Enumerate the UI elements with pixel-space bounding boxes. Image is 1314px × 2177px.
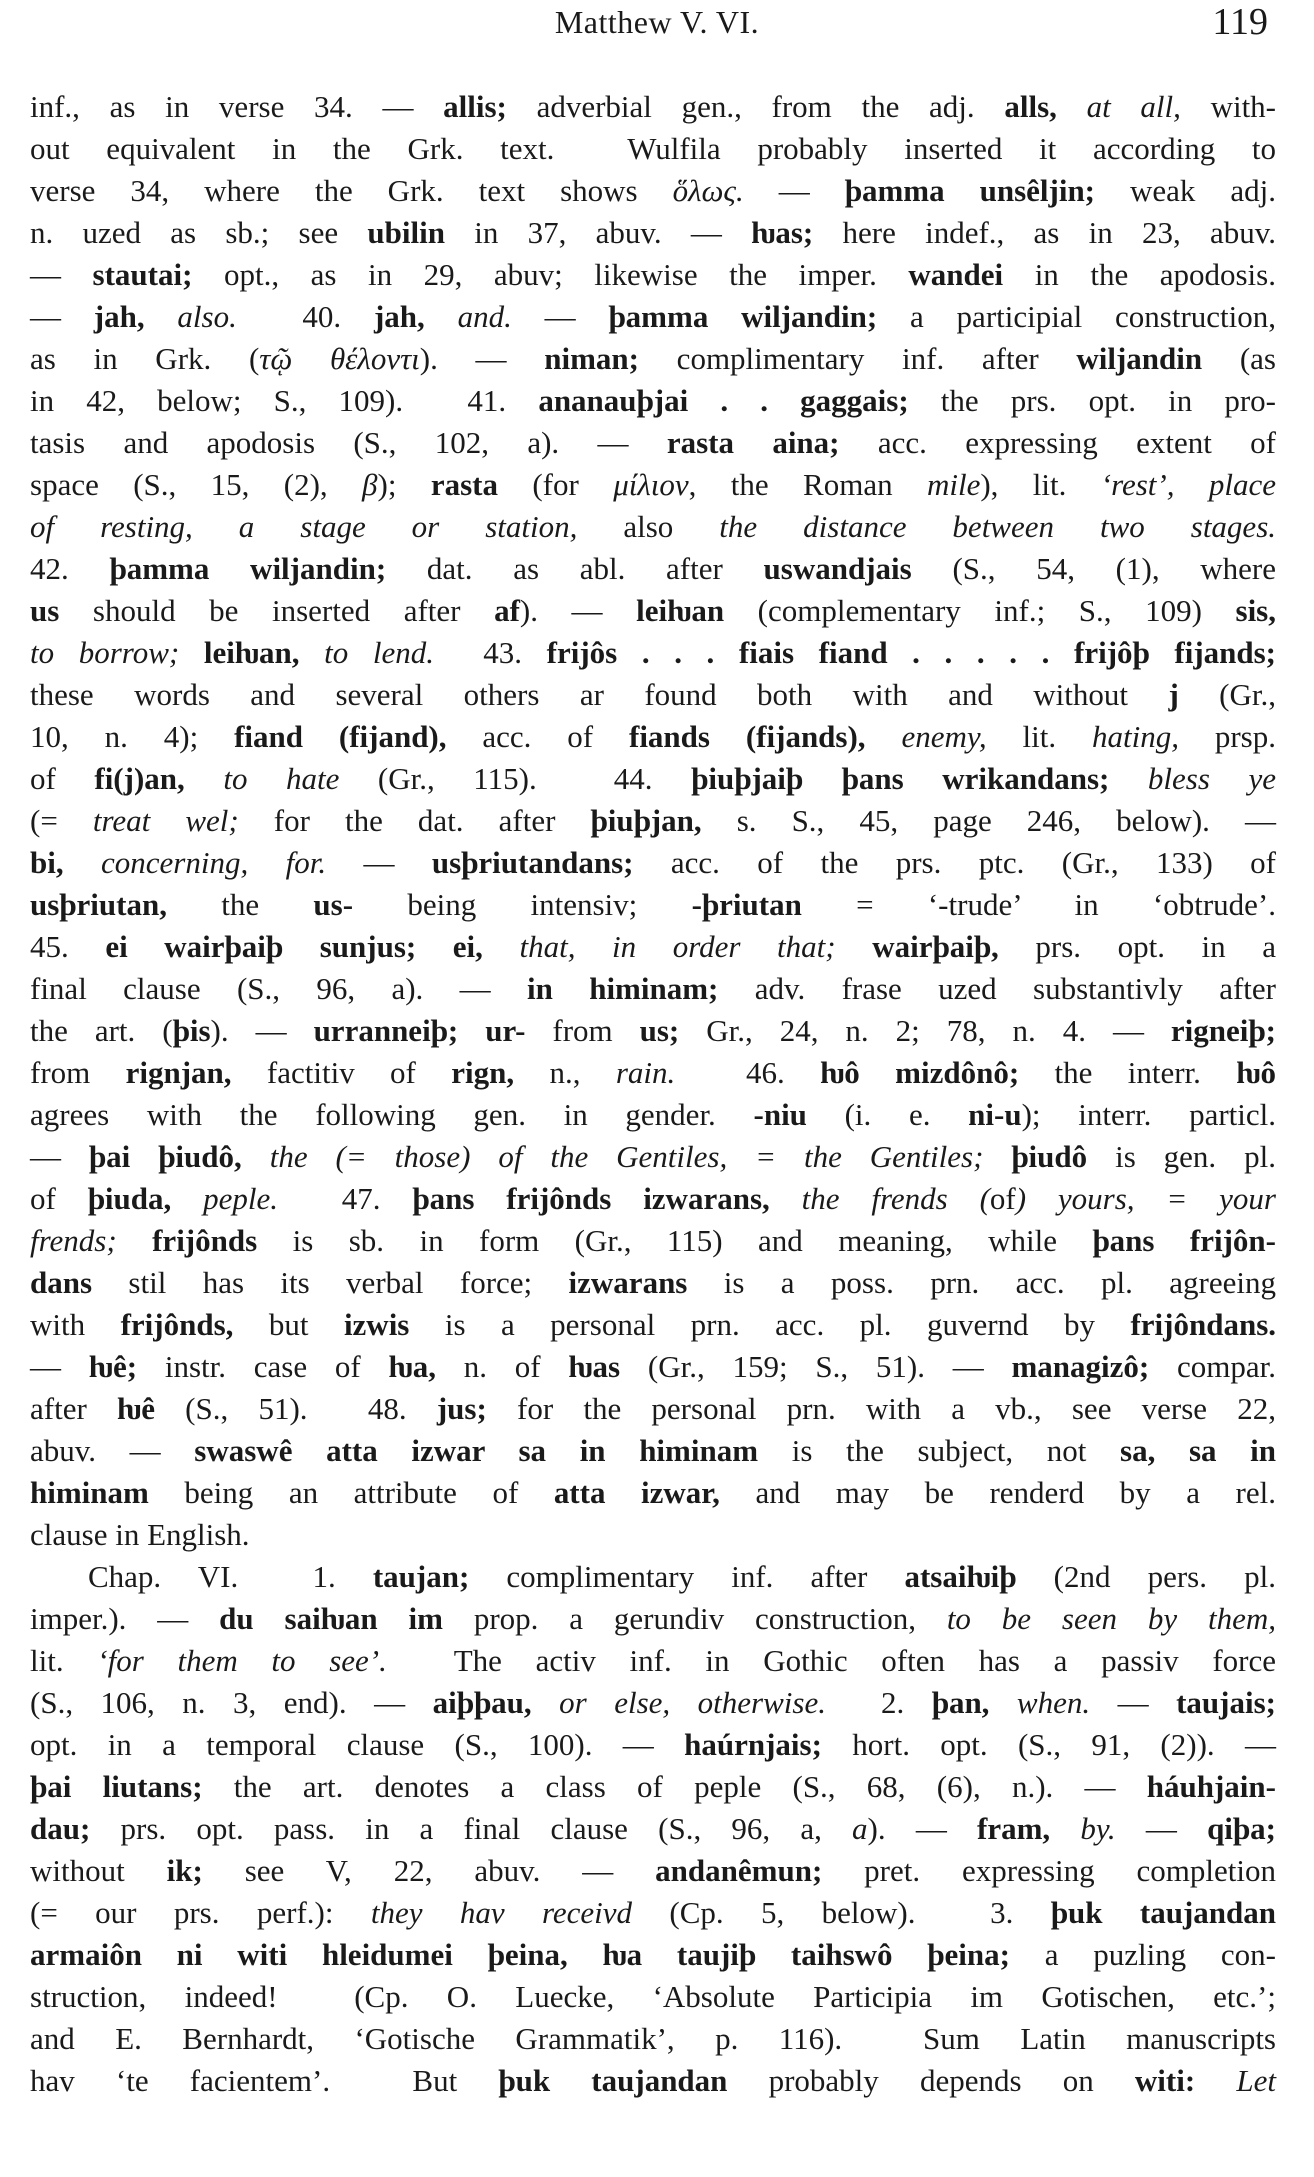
text-run: n., (514, 1055, 616, 1090)
text-run: The activ inf. in Gothic often has a passiv force (386, 1643, 1276, 1678)
text-line (30, 170, 1276, 212)
gothic-term: ƕas; (751, 215, 814, 250)
gloss-italic: and. (424, 299, 512, 334)
text-run: out equivalent in the Grk. text. Wulfila probably inserted it according to (30, 131, 1276, 166)
text-run: for the personal prn. with a vb., see verse 22, (486, 1391, 1276, 1426)
gothic-term: fi(j)an, (94, 761, 185, 796)
gothic-term: þan, (931, 1685, 990, 1720)
text-run: for the dat. after (238, 803, 591, 838)
gothic-term: -þriutan (691, 887, 802, 922)
text-run: with (30, 1307, 121, 1342)
text-line (30, 632, 1276, 674)
gothic-term: us (30, 593, 60, 628)
text-run: — (30, 299, 94, 334)
gothic-term: andanêmun; (655, 1853, 823, 1888)
text-run: ); interr. particl. (1021, 1097, 1276, 1132)
gothic-term: leiƕan, (203, 635, 300, 670)
gothic-term: alls, (1004, 89, 1057, 124)
text-run: see V, 22, abuv. — (202, 1853, 656, 1888)
text-line (30, 1472, 1276, 1514)
text-run: a participial construction, (877, 299, 1277, 334)
gothic-term: armaiôn ni witi hleidumei þeina, ƕa taujiþ taihswô þeina; (30, 1937, 1010, 1972)
text-run: s. S., 45, page 246, below). — (701, 803, 1276, 838)
text-run: opt., as in 29, abuv; likewise the imper. (192, 257, 909, 292)
gothic-term: fiands (fijands), (629, 719, 866, 754)
gloss-italic: rain. (615, 1055, 676, 1090)
gothic-term: jah, (373, 299, 425, 334)
text-run: — (30, 1349, 89, 1384)
text-run: — (743, 173, 845, 208)
gothic-term: af (494, 593, 520, 628)
gloss-italic: ‘rest’, place (1100, 467, 1276, 502)
text-run: (S., 106, n. 3, end). — (30, 1685, 433, 1720)
text-run: after (30, 1391, 117, 1426)
gothic-term: þai liutans; (30, 1769, 203, 1804)
gothic-term: þuk taujandan (1050, 1895, 1276, 1930)
text-run: struction, indeed! (Cp. O. Luecke, ‘Absolute Participia im Gotischen, etc.’; (30, 1979, 1276, 2014)
gothic-term: frijônds (152, 1223, 258, 1258)
gothic-term: himinam (30, 1475, 149, 1510)
gloss-italic: to borrow; (30, 635, 204, 670)
gloss-italic: enemy, (865, 719, 987, 754)
gothic-term: þiuþjaiþ þans wrikandans; (691, 761, 1110, 796)
gothic-term: ƕa, (388, 1349, 436, 1384)
text-line (30, 590, 1276, 632)
text-run: acc. expressing extent of (839, 425, 1277, 460)
text-run: ); (377, 467, 431, 502)
text-run: is a personal prn. acc. pl. guvernd by (409, 1307, 1131, 1342)
text-line (30, 842, 1276, 884)
text-line (30, 800, 1276, 842)
gothic-term: dans (30, 1265, 93, 1300)
text-run: (Gr., 115). 44. (339, 761, 692, 796)
text-run: lit. (30, 1643, 98, 1678)
text-line (30, 1430, 1276, 1472)
text-run: the interr. (1019, 1055, 1237, 1090)
text-run: adverbial gen., from the adj. (506, 89, 1005, 124)
text-run: 10, n. 4); (30, 719, 235, 754)
text-run: complimentary inf. after (469, 1559, 905, 1594)
gothic-term: us- (313, 887, 354, 922)
text-line (30, 338, 1276, 380)
text-run: Chap. VI. 1. (88, 1559, 373, 1594)
gothic-term: leiƕan (636, 593, 725, 628)
text-line (30, 884, 1276, 926)
text-run: and E. Bernhardt, ‘Gotische Grammatik’, p. 116). Sum Latin manuscripts (30, 2021, 1276, 2056)
gothic-term: taujais; (1176, 1685, 1276, 1720)
text-run: acc. of (446, 719, 629, 754)
gloss-italic: at all, (1056, 89, 1181, 124)
gloss-italic: ‘for them to see’. (97, 1643, 387, 1678)
text-run: in the apodosis. (1003, 257, 1276, 292)
text-run: (Gr., 159; S., 51). — (620, 1349, 1012, 1384)
gothic-term: in himinam; (527, 971, 719, 1006)
gothic-term: ananauþjai . . gaggais; (538, 383, 909, 418)
gloss-italic: to lend. (299, 635, 435, 670)
gloss-italic: peple. (171, 1181, 279, 1216)
text-run: here indef., as in 23, abuv. (813, 215, 1276, 250)
text-run: pret. expressing completion (822, 1853, 1276, 1888)
text-run: 2. (825, 1685, 932, 1720)
gothic-term: ƕê (116, 1391, 155, 1426)
gothic-term: ik; (166, 1853, 203, 1888)
text-run: verse 34, where the Grk. text shows (30, 173, 673, 208)
text-run: the art. ( (30, 1013, 173, 1048)
gothic-term: þamma wiljandin; (608, 299, 878, 334)
text-line (30, 86, 1276, 128)
text-line (30, 380, 1276, 422)
text-run: final clause (S., 96, a). — (30, 971, 527, 1006)
text-line (30, 1262, 1276, 1304)
text-run: a puzling con- (1009, 1937, 1277, 1972)
gothic-term: wandei (908, 257, 1004, 292)
text-run: dat. as abl. after (386, 551, 764, 586)
text-run: is gen. pl. (1087, 1139, 1276, 1174)
text-line (30, 674, 1276, 716)
text-run: , the Roman (688, 467, 927, 502)
text-line (30, 254, 1276, 296)
text-run: the prs. opt. in pro- (908, 383, 1276, 418)
text-run: adv. frase uzed substantivly after (718, 971, 1276, 1006)
gothic-term: fiand (fijand), (234, 719, 447, 754)
gothic-term: þiudô (1011, 1139, 1088, 1174)
gloss-italic: the distance between two stages. (719, 509, 1277, 544)
gloss-italic: or else, otherwise. (531, 1685, 826, 1720)
gothic-term: qiþa; (1207, 1811, 1276, 1846)
gloss-italic: hating, (1092, 719, 1179, 754)
gothic-term: atsaiƕiþ (904, 1559, 1017, 1594)
text-line (30, 548, 1276, 590)
text-run: of (989, 1181, 1016, 1216)
gloss-italic: by. (1050, 1811, 1116, 1846)
gothic-term: ƕô (1236, 1055, 1277, 1090)
text-run: weak adj. (1095, 173, 1277, 208)
text-run: from (30, 1055, 126, 1090)
gloss-italic: frends; (30, 1223, 153, 1258)
gloss-italic: to hate (184, 761, 340, 796)
text-run: (Gr., (1178, 677, 1277, 712)
gothic-term: frijônds, (120, 1307, 234, 1342)
text-line (30, 926, 1276, 968)
gothic-term: taujan; (372, 1559, 470, 1594)
text-run: from (525, 1013, 640, 1048)
text-run: — (30, 1139, 89, 1174)
gothic-term: frijôs . . . fiais fiand . . . . . frijôþ fijands; (546, 635, 1277, 670)
text-run: these words and several others ar found both with and without (30, 677, 1169, 712)
gothic-term: usþriutandans; (431, 845, 634, 880)
gothic-term: rigneiþ; (1170, 1013, 1276, 1048)
gothic-term: rignjan, (125, 1055, 232, 1090)
text-run: in 42, below; S., 109). 41. (30, 383, 539, 418)
gothic-term: izwarans (568, 1265, 688, 1300)
gothic-term: wairþaiþ, (872, 929, 999, 964)
text-line (30, 1388, 1276, 1430)
text-run: prsp. (1178, 719, 1276, 754)
text-run: — (1115, 1811, 1208, 1846)
text-line (30, 2018, 1276, 2060)
text-run: is a poss. prn. acc. pl. agreeing (687, 1265, 1276, 1300)
gothic-term: bi, (30, 845, 64, 880)
text-run: and may be renderd by a rel. (719, 1475, 1276, 1510)
gothic-term: ƕô mizdônô; (820, 1055, 1020, 1090)
text-line (30, 1976, 1276, 2018)
gothic-term: izwis (343, 1307, 410, 1342)
text-run: acc. of the prs. ptc. (Gr., 133) of (633, 845, 1276, 880)
text-run: (Cp. 5, below). 3. (632, 1895, 1051, 1930)
gloss-italic: treat wel; (92, 803, 239, 838)
text-run: should be inserted after (59, 593, 495, 628)
text-line (30, 1346, 1276, 1388)
text-run: 47. (278, 1181, 413, 1216)
text-run: — (30, 257, 93, 292)
gloss-italic: that, in order that; (482, 929, 873, 964)
gothic-term: jus; (436, 1391, 487, 1426)
gothic-term: þamma wiljandin; (109, 551, 387, 586)
text-run: also (577, 509, 720, 544)
text-run: space (S., 15, (2), (30, 467, 363, 502)
gloss-italic: to be seen by them, (946, 1601, 1276, 1636)
text-line (30, 1934, 1276, 1976)
text-run: with- (1180, 89, 1276, 124)
text-run: 40. (236, 299, 374, 334)
text-line (30, 968, 1276, 1010)
page-body (30, 86, 1276, 2102)
text-run: (for (497, 467, 614, 502)
text-run: but (233, 1307, 344, 1342)
text-line (30, 296, 1276, 338)
text-run: inf., as in verse 34. — (30, 89, 444, 124)
text-run: ). — (519, 593, 637, 628)
text-line (30, 212, 1276, 254)
gothic-term: urranneiþ; ur- (313, 1013, 526, 1048)
text-run: being an attribute of (148, 1475, 554, 1510)
text-run: ). — (210, 1013, 314, 1048)
text-run: hav ‘te facientem’. But (30, 2063, 499, 2098)
text-line (30, 1598, 1276, 1640)
gothic-term: þiuda, (87, 1181, 172, 1216)
text-line (30, 1892, 1276, 1934)
gothic-term: witi: (1134, 2063, 1196, 2098)
gothic-term: sa, sa in (1120, 1433, 1277, 1468)
text-line (30, 716, 1276, 758)
text-run: 46. (675, 1055, 821, 1090)
gothic-term: stautai; (92, 257, 193, 292)
text-run: the (166, 887, 314, 922)
gothic-term: þamma unsêljin; (844, 173, 1096, 208)
gothic-term: usþriutan, (30, 887, 167, 922)
gothic-term: allis; (443, 89, 507, 124)
text-line (30, 1052, 1276, 1094)
text-line (30, 1220, 1276, 1262)
text-line (30, 1724, 1276, 1766)
text-run: as in Grk. ( (30, 341, 260, 376)
text-run: — (1090, 1685, 1177, 1720)
text-run: complimentary inf. after (639, 341, 1077, 376)
text-run: stil has its verbal force; (92, 1265, 569, 1300)
text-run: compar. (1149, 1349, 1276, 1384)
text-run: is the subject, not (758, 1433, 1120, 1468)
gothic-term: háuhjain- (1146, 1769, 1276, 1804)
gloss-italic: ) yours, = your (1015, 1181, 1276, 1216)
text-run: (complementary inf.; S., 109) (724, 593, 1236, 628)
gloss-italic: when. (989, 1685, 1091, 1720)
text-line (30, 1514, 1276, 1556)
text-line (30, 1850, 1276, 1892)
text-line (30, 1304, 1276, 1346)
gothic-term: niman; (544, 341, 639, 376)
text-line (30, 1178, 1276, 1220)
text-line (30, 2060, 1276, 2102)
text-run: = ‘-trude’ in ‘obtrude’. (801, 887, 1276, 922)
text-line (30, 1010, 1276, 1052)
text-run: of (30, 1181, 88, 1216)
text-line (30, 1808, 1276, 1850)
gloss-italic: they hav receivd (370, 1895, 633, 1930)
gloss-italic: concerning, for. (63, 845, 327, 880)
gothic-term: du saiƕan im (219, 1601, 443, 1636)
gothic-term: rasta aina; (666, 425, 840, 460)
text-run: imper.). — (30, 1601, 220, 1636)
text-run: prs. opt. in a (998, 929, 1277, 964)
gothic-term: jah, (93, 299, 145, 334)
text-run: lit. (986, 719, 1092, 754)
text-run: (2nd pers. pl. (1016, 1559, 1276, 1594)
gothic-term: þiuþjan, (590, 803, 702, 838)
text-run: prop. a gerundiv construction, (442, 1601, 947, 1636)
text-run: n. uzed as sb.; see (30, 215, 368, 250)
gothic-term: þuk taujandan (498, 2063, 728, 2098)
text-run: — (511, 299, 609, 334)
text-run: (= (30, 803, 93, 838)
text-run: clause in English. (30, 1517, 250, 1552)
text-run: being intensiv; (353, 887, 692, 922)
text-run: Gr., 24, n. 2; 78, n. 4. — (679, 1013, 1171, 1048)
text-run: n. of (435, 1349, 569, 1384)
gothic-term: þis (172, 1013, 211, 1048)
text-line (30, 1556, 1276, 1598)
gothic-term: þans frijônds izwarans, (412, 1181, 770, 1216)
text-run: (= our prs. perf.): (30, 1895, 371, 1930)
gothic-term: sis, (1235, 593, 1276, 628)
gloss-italic: β (362, 467, 378, 502)
text-run: the art. denotes a class of peple (S., 68, (6), n.). — (202, 1769, 1147, 1804)
text-run: in 37, abuv. — (444, 215, 752, 250)
text-run: 45. (30, 929, 106, 964)
gothic-term: haúrnjais; (684, 1727, 822, 1762)
text-line (30, 1682, 1276, 1724)
gloss-italic: the frends ( (769, 1181, 990, 1216)
text-run: (S., 54, (1), where (911, 551, 1276, 586)
text-line (30, 1640, 1276, 1682)
gloss-italic: τῷ θέλοντι (259, 341, 420, 376)
gothic-term: fram, (977, 1811, 1051, 1846)
gothic-term: -niu (753, 1097, 807, 1132)
text-run: prs. opt. pass. in a final clause (S., 96, a, (90, 1811, 853, 1846)
gothic-term: þai þiudô, (88, 1139, 242, 1174)
gothic-term: j (1168, 677, 1179, 712)
text-line (30, 128, 1276, 170)
gothic-term: rign, (451, 1055, 515, 1090)
gloss-italic: a (852, 1811, 868, 1846)
text-run: without (30, 1853, 167, 1888)
text-run: (as (1202, 341, 1276, 376)
text-run: (i. e. (806, 1097, 969, 1132)
gothic-term: þans frijôn- (1092, 1223, 1276, 1258)
gothic-term: uswandjais (763, 551, 912, 586)
text-run: factitiv of (231, 1055, 452, 1090)
text-line (30, 1094, 1276, 1136)
gothic-term: aiþþau, (432, 1685, 532, 1720)
text-run: tasis and apodosis (S., 102, a). — (30, 425, 667, 460)
running-header: Matthew V. VI. (554, 4, 760, 40)
gloss-italic: also. (144, 299, 237, 334)
text-run: ). — (867, 1811, 978, 1846)
page-number: 119 (1212, 1, 1268, 43)
text-run: of (30, 761, 95, 796)
gloss-italic: μίλιον (613, 467, 689, 502)
text-line (30, 1766, 1276, 1808)
text-line (30, 506, 1276, 548)
gloss-italic: Let (1195, 2063, 1276, 2098)
gothic-term: ƕê; (88, 1349, 138, 1384)
text-run: 43. (434, 635, 547, 670)
text-run: agrees with the following gen. in gender. (30, 1097, 754, 1132)
gloss-italic: bless ye (1109, 761, 1276, 796)
text-run: — (326, 845, 432, 880)
text-line (30, 758, 1276, 800)
gothic-term: swaswê atta izwar sa in himinam (194, 1433, 759, 1468)
text-run: ). — (419, 341, 545, 376)
gothic-term: rasta (430, 467, 498, 502)
text-run: abuv. — (30, 1433, 195, 1468)
text-run: is sb. in form (Gr., 115) and meaning, while (257, 1223, 1093, 1258)
gothic-term: us; (639, 1013, 680, 1048)
text-line (30, 1136, 1276, 1178)
text-run: (S., 51). 48. (154, 1391, 437, 1426)
gothic-term: wiljandin (1076, 341, 1203, 376)
text-line (30, 464, 1276, 506)
text-run: opt. in a temporal clause (S., 100). — (30, 1727, 685, 1762)
text-run: ), lit. (980, 467, 1101, 502)
text-line (30, 422, 1276, 464)
gloss-italic: ὅλως. (672, 173, 744, 208)
gothic-term: ubilin (367, 215, 445, 250)
gothic-term: ƕas (568, 1349, 621, 1384)
gothic-term: dau; (30, 1811, 91, 1846)
gloss-italic: mile (926, 467, 981, 502)
gothic-term: managizô; (1011, 1349, 1150, 1384)
gloss-italic: of resting, a stage or station, (30, 509, 578, 544)
text-run: instr. case of (137, 1349, 389, 1384)
text-run: hort. opt. (S., 91, (2)). — (821, 1727, 1276, 1762)
gothic-term: ni-u (968, 1097, 1022, 1132)
text-run: probably depends on (727, 2063, 1135, 2098)
gothic-term: frijôndans. (1130, 1307, 1277, 1342)
gothic-term: ei wairþaiþ sunjus; ei, (105, 929, 483, 964)
gothic-term: atta izwar, (553, 1475, 720, 1510)
gloss-italic: the (= those) of the Gentiles, = the Gentiles; (241, 1139, 1012, 1174)
text-run: 42. (30, 551, 110, 586)
